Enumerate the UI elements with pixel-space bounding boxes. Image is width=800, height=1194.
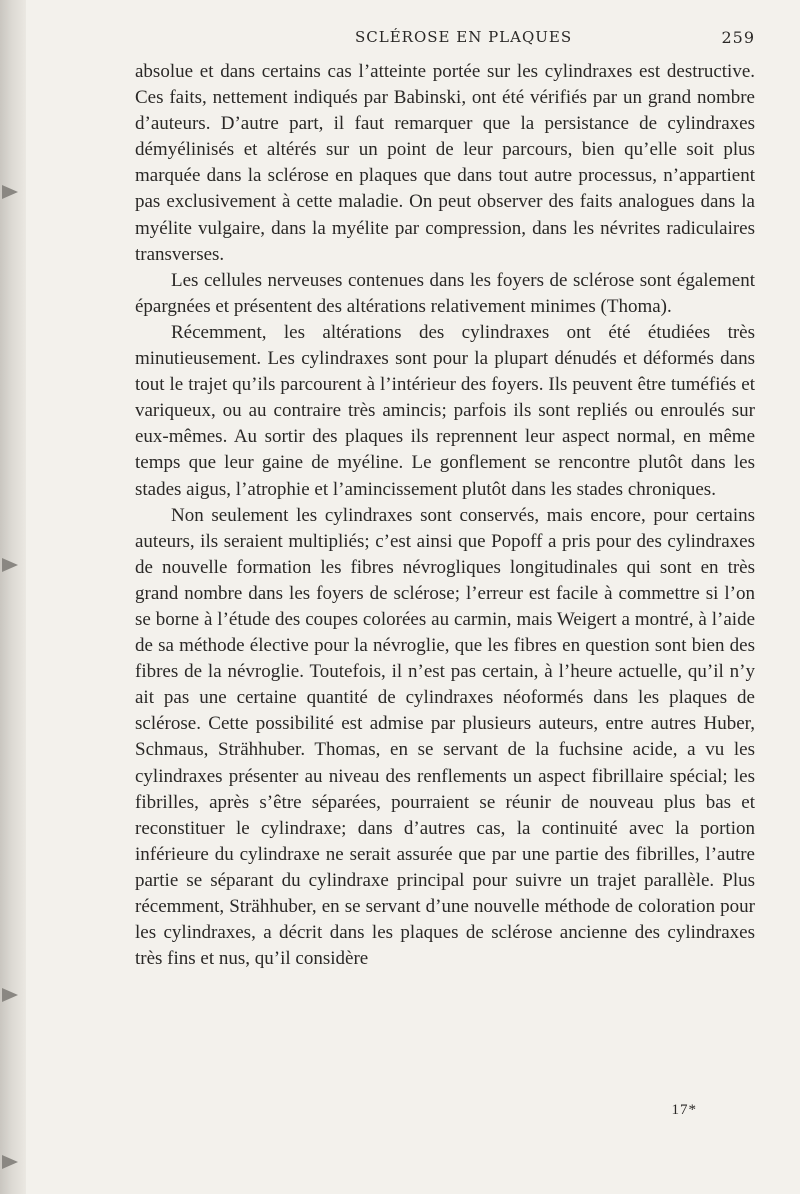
book-page: [135, 0, 755, 1194]
running-head: [135, 28, 755, 48]
page-binding-edge: [0, 0, 26, 1194]
binding-mark: [2, 558, 18, 572]
paragraph: absolue et dans certains cas l’atteinte portée sur les cylindraxes est destructive. Ces faits, nettement indiqués par Babinski, ont été vérifiés par un grand nombre d’auteurs. D’autre part, il faut remarquer que la persistance de cylindraxes démyélinisés et altérés sur un point de leur parcours, bien qu’elle soit plus marquée dans la sclérose en plaques que dans tout autre processus, n’appartient pas exclusivement à cette maladie. On peut observer des faits analogues dans la myélite vulgaire, dans la myélite par compression, dans les névrites radiculaires transverses.: [135, 61, 755, 265]
binding-mark: [2, 988, 18, 1002]
binding-mark: [2, 1155, 18, 1169]
page-number: 259: [721, 28, 755, 47]
body-text: [135, 59, 755, 972]
binding-mark: [2, 185, 18, 199]
paragraph: Récemment, les altérations des cylindraxes ont été étudiées très minutieusement. Les cylindraxes sont pour la plupart dénudés et déformés dans tout le trajet qu’ils parcourent à l’intérieur des foyers. Ils peuvent être tuméfiés et variqueux, ou au contraire très amincis; parfois ils sont repliés ou enroulés sur eux-mêmes. Au sortir des plaques ils reprennent leur aspect normal, en même temps que leur gaine de myéline. Le gonflement se rencontre plutôt dans les stades aigus, l’atrophie et l’amincissement plutôt dans les stades chroniques.: [135, 321, 755, 500]
running-title: SCLÉROSE EN PLAQUES: [355, 28, 573, 46]
paragraph: Les cellules nerveuses contenues dans les foyers de sclérose sont également épargnées et présentent des altérations relativement minimes (Thoma).: [135, 269, 755, 317]
paragraph: Non seulement les cylindraxes sont conservés, mais encore, pour certains auteurs, ils seraient multipliés; c’est ainsi que Popoff a pris pour des cylindraxes de nouvelle formation les fibres névrogliques longitudinales qui sont en très grand nombre dans les foyers de sclérose; l’erreur est facile à commettre si l’on se borne à l’étude des coupes colorées au carmin, mais Weigert a montré, à l’aide de sa méthode élective pour la névroglie, que les fibres en question sont bien des fibres de la névroglie. Toutefois, il n’est pas certain, à l’heure actuelle, qu’il n’y ait pas une certaine quantité de cylindraxes néoformés dans les plaques de sclérose. Cette possibilité est admise par plusieurs auteurs, entre autres Huber, Schmaus, Strähhuber. Thomas, en se servant de la fuchsine acide, a vu les cylindraxes présenter au niveau des renflements un aspect fibrillaire spécial; les fibrilles, après s’être séparées, pourraient se réunir de nouveau plus bas et reconstituer le cylindraxe; dans d’autres cas, la continuité avec la portion inférieure du cylindraxe ne serait assurée que par une partie des fibrilles, l’autre partie se séparant du cylindraxe principal pour suivre un trajet parallèle. Plus récemment, Strähhuber, en se servant d’une nouvelle méthode de coloration pour les cylindraxes, a décrit dans les plaques de sclérose ancienne des cylindraxes très fins et nus, qu’il considère: [135, 504, 755, 970]
printer-signature: 17*: [671, 1102, 697, 1118]
